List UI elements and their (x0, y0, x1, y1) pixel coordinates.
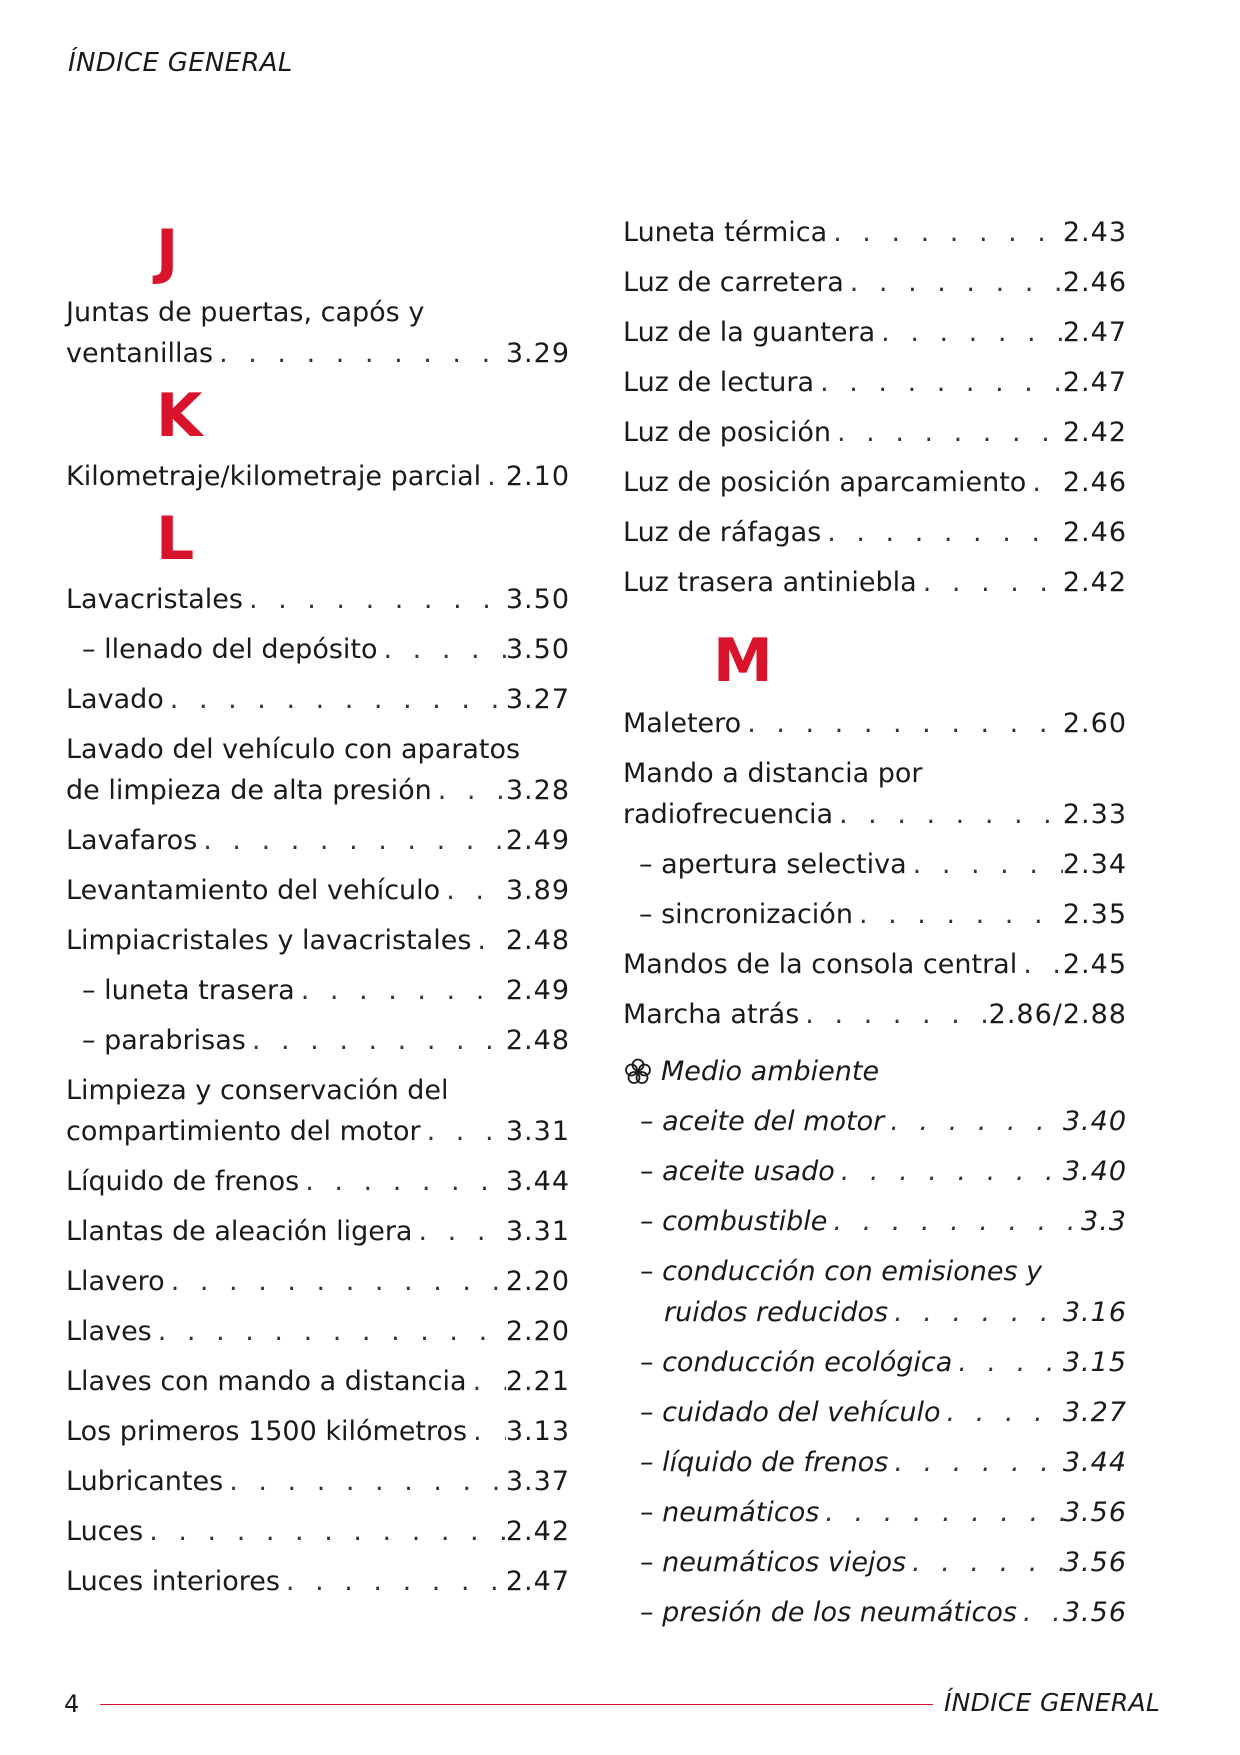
entry-page: 3.27 (1062, 1397, 1127, 1428)
entry-label: ventanillas (66, 338, 214, 369)
entry-label: – luneta trasera (82, 975, 295, 1006)
index-entry[interactable] (623, 412, 1127, 453)
entry-page: 3.3 (1081, 1206, 1127, 1237)
entry-page: 3.29 (505, 338, 570, 369)
entry-page: 2.43 (1062, 217, 1127, 248)
footer-title: ÍNDICE GENERAL (944, 1688, 1161, 1717)
dot-leader (827, 1201, 1081, 1242)
footer-divider (100, 1704, 933, 1705)
entry-label: Llavero (66, 1266, 165, 1297)
entry-page: 2.48 (505, 1025, 570, 1056)
index-subentry[interactable] (623, 894, 1127, 935)
dot-leader (246, 1020, 506, 1061)
index-entry[interactable] (623, 262, 1127, 303)
entry-label: de limpieza de alta presión (66, 775, 432, 806)
entry-page: 3.40 (1062, 1106, 1127, 1137)
entry-page: 2.20 (505, 1266, 570, 1297)
index-entry[interactable] (66, 1511, 570, 1552)
entry-label: – líquido de frenos (640, 1447, 889, 1478)
dot-leader (1017, 944, 1063, 985)
dot-leader (432, 770, 506, 811)
dot-leader (884, 1101, 1063, 1142)
dot-leader (906, 1542, 1063, 1583)
dot-leader (412, 1211, 505, 1252)
index-subentry[interactable] (623, 1392, 1127, 1433)
entry-page: 3.27 (505, 684, 570, 715)
entry-label: Lavafaros (66, 825, 198, 856)
entry-label: – aceite del motor (640, 1106, 885, 1137)
entry-page: 3.31 (505, 1116, 570, 1147)
index-entry[interactable] (623, 994, 1127, 1035)
entry-page: 2.49 (505, 825, 570, 856)
entry-label: Maletero (623, 708, 742, 739)
entry-label: Luz trasera antiniebla (623, 567, 917, 598)
dot-leader (853, 894, 1063, 935)
entry-page: 2.21 (505, 1366, 570, 1397)
entry-label: Lavacristales (66, 584, 243, 615)
entry-label: Líquido de frenos (66, 1166, 300, 1197)
dot-leader (819, 1492, 1063, 1533)
dot-leader (952, 1342, 1063, 1383)
entry-label: – sincronización (639, 899, 853, 930)
entry-page: 2.47 (1062, 367, 1127, 398)
entry-page: 3.89 (505, 875, 570, 906)
entry-page: 2.42 (1062, 417, 1127, 448)
entry-label: Lavado (66, 684, 164, 715)
dot-leader (831, 412, 1063, 453)
environment-heading[interactable] (623, 1051, 1127, 1092)
entry-page: 3.16 (1062, 1297, 1127, 1328)
entry-label: – parabrisas (82, 1025, 246, 1056)
entry-page: 2.47 (505, 1566, 570, 1597)
dot-leader (741, 703, 1063, 744)
index-subentry[interactable] (623, 1542, 1127, 1583)
index-subentry[interactable] (66, 970, 570, 1011)
entry-label: Marcha atrás (623, 999, 800, 1030)
entry-label: – cuidado del vehículo (640, 1397, 941, 1428)
entry-page: 2.60 (1062, 708, 1127, 739)
entry-label: Luces (66, 1516, 144, 1547)
index-entry[interactable] (623, 562, 1127, 603)
entry-label: – aceite usado (640, 1156, 835, 1187)
dot-leader (917, 562, 1063, 603)
entry-label: – conducción ecológica (640, 1347, 953, 1378)
dot-leader (833, 794, 1063, 835)
index-subentry[interactable] (66, 1020, 570, 1061)
dot-leader (1026, 462, 1063, 503)
index-column-left (66, 212, 570, 1611)
dot-leader (481, 456, 506, 497)
section-letter-m: M (713, 626, 773, 696)
entry-label: – apertura selectiva (639, 849, 907, 880)
entry-label: Limpiacristales y lavacristales (66, 925, 472, 956)
entry-label: Luz de posición aparcamiento (623, 467, 1027, 498)
entry-label: Luz de carretera (623, 267, 844, 298)
entry-label: – neumáticos viejos (640, 1547, 907, 1578)
entry-page: 3.40 (1062, 1156, 1127, 1187)
index-entry[interactable] (66, 579, 570, 620)
entry-page: 3.56 (1062, 1547, 1127, 1578)
entry-page: 2.46 (1062, 467, 1127, 498)
dot-leader (299, 1161, 506, 1202)
index-entry[interactable] (66, 1261, 570, 1302)
index-entry[interactable] (623, 703, 1127, 744)
entry-label-line1: Mando a distancia por (623, 758, 923, 789)
entry-page: 3.15 (1062, 1347, 1127, 1378)
entry-page: 3.50 (505, 634, 570, 665)
dot-leader (835, 1151, 1063, 1192)
index-subentry[interactable] (623, 1201, 1127, 1242)
index-entry[interactable] (66, 1411, 570, 1452)
index-subentry[interactable] (623, 1592, 1127, 1633)
entry-page: 2.42 (1062, 567, 1127, 598)
index-entry[interactable] (623, 212, 1127, 253)
index-entry[interactable] (66, 729, 570, 811)
entry-label: Luz de posición (623, 417, 831, 448)
entry-label: – combustible (640, 1206, 828, 1237)
index-entry[interactable] (66, 820, 570, 861)
index-subentry[interactable] (623, 844, 1127, 885)
index-entry[interactable] (623, 944, 1127, 985)
entry-page: 3.13 (505, 1416, 570, 1447)
entry-page: 3.31 (505, 1216, 570, 1247)
dot-leader (165, 1261, 506, 1302)
entry-label: Levantamiento del vehículo (66, 875, 441, 906)
index-entry[interactable] (66, 1561, 570, 1602)
dot-leader (888, 1442, 1063, 1483)
index-entry[interactable] (623, 362, 1127, 403)
index-subentry[interactable] (623, 1342, 1127, 1383)
index-entry[interactable] (66, 679, 570, 720)
dot-leader (280, 1561, 506, 1602)
entry-page: 3.44 (505, 1166, 570, 1197)
dot-leader (471, 920, 505, 961)
dot-leader (799, 994, 988, 1035)
section-letter-j: J (156, 217, 179, 287)
entry-page: 2.86/2.88 (988, 999, 1127, 1030)
index-entry[interactable] (66, 292, 570, 374)
index-subentry[interactable] (66, 629, 570, 670)
entry-page: 2.33 (1062, 799, 1127, 830)
index-subentry[interactable] (623, 1251, 1127, 1333)
index-entry[interactable] (66, 1311, 570, 1352)
entry-page: 2.35 (1062, 899, 1127, 930)
entry-label-line1: Juntas de puertas, capós y (66, 297, 425, 328)
dot-leader (875, 312, 1063, 353)
index-subentry[interactable] (623, 1101, 1127, 1142)
dot-leader (213, 333, 506, 374)
dot-leader (1017, 1592, 1063, 1633)
index-entry[interactable] (623, 462, 1127, 503)
dot-leader (152, 1311, 506, 1352)
dot-leader (143, 1511, 506, 1552)
entry-label: Luneta térmica (623, 217, 828, 248)
entry-page: 2.48 (505, 925, 570, 956)
section-letter-l: L (156, 504, 195, 574)
entry-page: 2.49 (505, 975, 570, 1006)
entry-label: Luz de la guantera (623, 317, 876, 348)
entry-page: 2.45 (1062, 949, 1127, 980)
entry-label-line1: – conducción con emisiones y (640, 1256, 1043, 1287)
dot-leader (827, 212, 1063, 253)
index-column-right (623, 212, 1127, 1642)
dot-leader (821, 512, 1063, 553)
entry-label: radiofrecuencia (623, 799, 834, 830)
entry-label: Llantas de aleación ligera (66, 1216, 413, 1247)
index-entry[interactable] (66, 1161, 570, 1202)
entry-page: 2.42 (505, 1516, 570, 1547)
index-entry[interactable] (66, 920, 570, 961)
dot-leader (467, 1411, 506, 1452)
entry-label: Luces interiores (66, 1566, 280, 1597)
index-entry[interactable] (66, 1361, 570, 1402)
entry-page: 3.50 (505, 584, 570, 615)
index-entry[interactable] (66, 1070, 570, 1152)
environment-heading-label: Medio ambiente (661, 1056, 880, 1087)
index-entry[interactable] (66, 1211, 570, 1252)
entry-page: 2.20 (505, 1316, 570, 1347)
index-subentry[interactable] (623, 1492, 1127, 1533)
dot-leader (467, 1361, 506, 1402)
dot-leader (844, 262, 1063, 303)
entry-label: – llenado del depósito (82, 634, 378, 665)
dot-leader (421, 1111, 506, 1152)
entry-label-line1: Limpieza y conservación del (66, 1075, 449, 1106)
dot-leader (378, 629, 506, 670)
entry-label: Los primeros 1500 kilómetros (66, 1416, 468, 1447)
index-entry[interactable] (66, 456, 570, 497)
entry-label: Luz de lectura (623, 367, 815, 398)
entry-label: Llaves (66, 1316, 152, 1347)
entry-page: 3.56 (1062, 1497, 1127, 1528)
dot-leader (888, 1292, 1063, 1333)
dot-leader (243, 579, 506, 620)
entry-label: Lubricantes (66, 1466, 224, 1497)
flower-icon (623, 1057, 653, 1087)
index-entry[interactable] (623, 312, 1127, 353)
entry-label: Mandos de la consola central (623, 949, 1018, 980)
dot-leader (814, 362, 1063, 403)
index-entry[interactable] (623, 512, 1127, 553)
dot-leader (223, 1461, 506, 1502)
dot-leader (907, 844, 1063, 885)
entry-page: 3.44 (1062, 1447, 1127, 1478)
entry-page: 3.28 (505, 775, 570, 806)
index-entry[interactable] (623, 753, 1127, 835)
index-subentry[interactable] (623, 1442, 1127, 1483)
entry-label: Llaves con mando a distancia (66, 1366, 467, 1397)
index-entry[interactable] (66, 870, 570, 911)
entry-page: 3.56 (1062, 1597, 1127, 1628)
entry-label: – neumáticos (640, 1497, 820, 1528)
dot-leader (940, 1392, 1062, 1433)
entry-page: 3.37 (505, 1466, 570, 1497)
dot-leader (197, 820, 506, 861)
dot-leader (295, 970, 506, 1011)
entry-label-line1: Lavado del vehículo con aparatos (66, 734, 521, 765)
index-subentry[interactable] (623, 1151, 1127, 1192)
section-letter-k: K (156, 381, 203, 451)
dot-leader (440, 870, 506, 911)
entry-label: – presión de los neumáticos (640, 1597, 1017, 1628)
page-header: ÍNDICE GENERAL (68, 48, 293, 78)
entry-label: Luz de ráfagas (623, 517, 822, 548)
entry-label: compartimiento del motor (66, 1116, 421, 1147)
entry-page: 2.10 (505, 461, 570, 492)
index-entry[interactable] (66, 1461, 570, 1502)
entry-label: ruidos reducidos (664, 1297, 889, 1328)
entry-page: 2.34 (1062, 849, 1127, 880)
page-number: 4 (64, 1690, 80, 1718)
entry-page: 2.46 (1062, 517, 1127, 548)
dot-leader (164, 679, 506, 720)
entry-label: Kilometraje/kilometraje parcial (66, 461, 482, 492)
entry-page: 2.46 (1062, 267, 1127, 298)
entry-page: 2.47 (1062, 317, 1127, 348)
